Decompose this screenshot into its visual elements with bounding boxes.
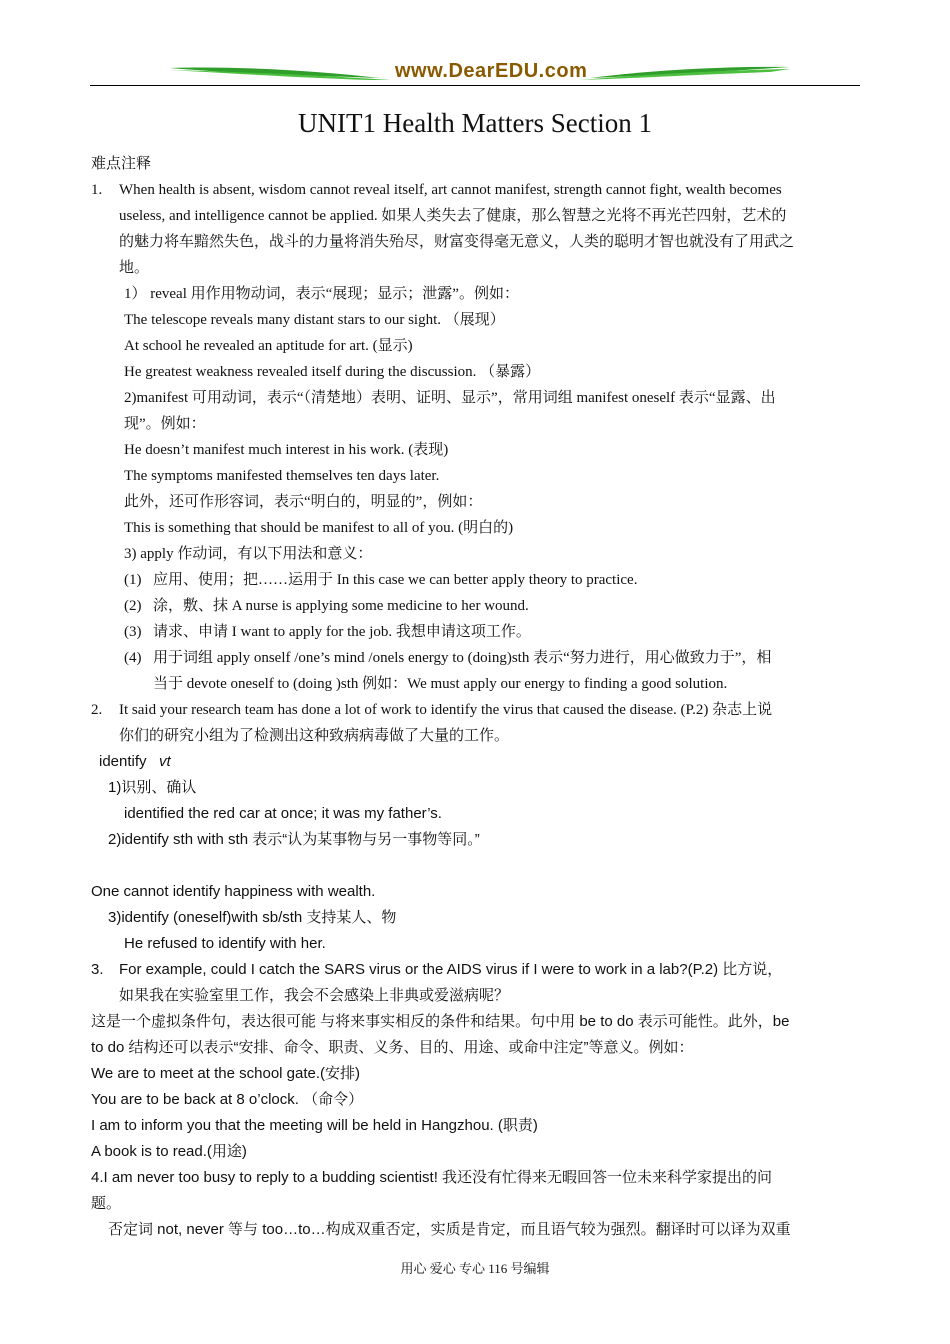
text-line: He refused to identify with her.	[124, 935, 326, 952]
text-line: One cannot identify happiness with wealth.	[91, 883, 376, 900]
text-line: identified the red car at once; it was my father’s.	[124, 805, 442, 822]
text-line: 3)identify (oneself)with sb/sth 支持某人、物	[108, 909, 397, 926]
text-line: 2)identify sth with sth 表示“认为某事物与另一事物等同。”	[108, 831, 480, 848]
text-line: 4.I am never too busy to reply to a budding scientist! 我还没有忙得来无暇回答一位未来科学家提出的问	[91, 1169, 773, 1186]
text-line: At school he revealed an aptitude for art. (显示)	[124, 338, 413, 354]
text-line: identify	[99, 753, 147, 770]
text-line: 用于词组 apply onself /one’s mind /onels energy to (doing)sth 表示“努力进行，用心做致力于”，相	[153, 650, 772, 666]
text-line: to do 结构还可以表示“安排、命令、职责、义务、目的、用途、或命中注定”等意义。例如：	[91, 1039, 694, 1056]
text-line: (3)	[124, 624, 142, 640]
text-line: 当于 devote oneself to (doing )sth 例如：We must apply our energy to finding a good solution.	[153, 676, 728, 692]
text-line: 1)识别、确认	[108, 779, 197, 796]
text-line: 1） reveal 用作用物动词，表示“展现；显示；泄露”。例如：	[124, 286, 519, 302]
header-banner	[90, 58, 860, 90]
text-line: 3.	[91, 961, 104, 978]
text-line: 涂，敷、抹 A nurse is applying some medicine to her wound.	[153, 598, 529, 614]
text-line: I am to inform you that the meeting will be held in Hangzhou. (职责)	[91, 1117, 538, 1134]
site-logo: www.DearEDU.com	[395, 60, 588, 82]
text-line: 你们的研究小组为了检测出这种致病病毒做了大量的工作。	[119, 728, 510, 744]
text-line: 否定词 not, never 等与 too…to…构成双重否定，实质是肯定，而且语气较为强烈。翻译时可以译为双重	[108, 1221, 791, 1238]
text-line: 现”。例如：	[124, 416, 206, 432]
text-line: A book is to read.(用途)	[91, 1143, 247, 1160]
text-line: The symptoms manifested themselves ten days later.	[124, 468, 440, 484]
page-footer: 用心 爱心 专心 116 号编辑	[400, 1261, 550, 1276]
text-line: 1.	[91, 182, 103, 198]
text-line: 如果我在实验室里工作，我会不会感染上非典或爱滋病呢？	[119, 987, 510, 1004]
text-line: This is something that should be manifest to all of you. (明白的)	[124, 520, 514, 536]
text-line: (1)	[124, 572, 142, 588]
text-line: 地。	[119, 260, 150, 276]
text-line: useless, and intelligence cannot be applied. 如果人类失去了健康，那么智慧之光将不再光芒四射，艺术的	[119, 208, 787, 224]
text-line: 此外，还可作形容词，表示“明白的，明显的”，例如：	[124, 494, 483, 510]
text-line: You are to be back at 8 o’clock. （命令）	[91, 1091, 364, 1108]
text-line: He greatest weakness revealed itself during the discussion. （暴露）	[124, 364, 541, 380]
header-rule	[90, 85, 860, 86]
text-line: 难点注释	[91, 156, 152, 172]
text-line: (4)	[124, 650, 142, 666]
text-line: For example, could I catch the SARS virus or the AIDS virus if I were to work in a lab?(P.2) 比方说，	[119, 961, 783, 978]
text-line: When health is absent, wisdom cannot reveal itself, art cannot manifest, strength cannot fight, wealth becomes	[119, 182, 782, 198]
text-line: 请求、申请 I want to apply for the job. 我想申请这项工作。	[153, 624, 531, 640]
text-line: 这是一个虚拟条件句，表达很可能 与将来事实相反的条件和结果。句中用 be to do 表示可能性。此外，be	[91, 1013, 790, 1030]
text-line: (2)	[124, 598, 142, 614]
text-line: 的魅力将车黯然失色，战斗的力量将消失殆尽，财富变得毫无意义，人类的聪明才智也就没有了用武之	[119, 234, 795, 250]
text-line: He doesn’t manifest much interest in his work. (表现)	[124, 442, 449, 458]
text-line: 题。	[91, 1195, 122, 1212]
text-line: The telescope reveals many distant stars to our sight. （展现）	[124, 312, 505, 328]
text-line: 2.	[91, 702, 103, 718]
page-title: UNIT1 Health Matters Section 1	[298, 108, 652, 138]
text-line: We are to meet at the school gate.(安排)	[91, 1065, 361, 1082]
text-line: It said your research team has done a lot of work to identify the virus that caused the disease. (P.2) 杂志上说	[119, 702, 773, 718]
text-line: 2)manifest 可用动词，表示“（清楚地）表明、证明、显示”，常用词组 manifest oneself 表示“显露、出	[124, 390, 776, 406]
text-line: 应用、使用；把……运用于 In this case we can better apply theory to practice.	[153, 572, 638, 588]
text-line: 3) apply 作动词，有以下用法和意义：	[124, 546, 373, 562]
text-line: vt	[159, 753, 171, 770]
